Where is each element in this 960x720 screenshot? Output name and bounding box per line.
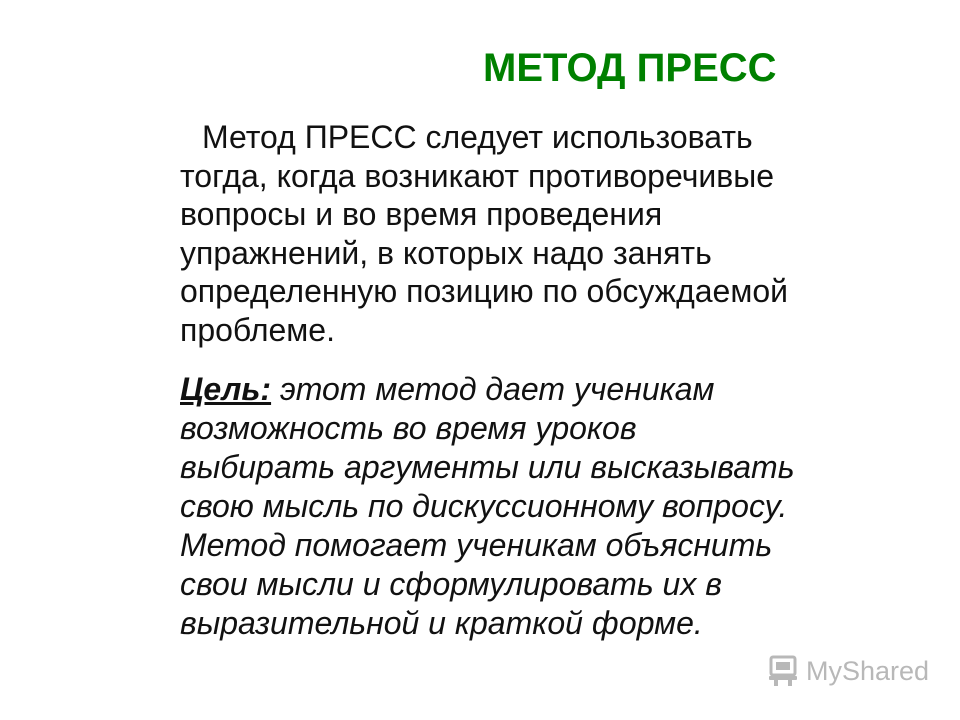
goal-label: Цель: (180, 371, 272, 407)
watermark-text: MyShared (806, 655, 930, 686)
description-line: Метод ПРЕСС следует использовать (202, 119, 753, 155)
myshared-logo-icon (766, 654, 800, 688)
goal-section (180, 370, 920, 643)
goal-line: выбирать аргументы или высказывать (180, 449, 795, 485)
goal-line: возможность во время уроков (180, 410, 637, 446)
goal-first-line-text: этот метод дает ученикам (271, 371, 715, 407)
description-line: тогда, когда возникают противоречивые (180, 157, 775, 194)
description-line: проблеме. (180, 311, 335, 348)
goal-first-line (180, 370, 920, 409)
method-description (180, 118, 920, 349)
description-line: определенную позицию по обсуждаемой (180, 273, 789, 309)
description-line: вопросы и во время проведения (180, 196, 663, 232)
goal-line: выразительной и краткой форме. (180, 605, 703, 641)
myshared-watermark[interactable] (766, 654, 929, 688)
slide-title: МЕТОД ПРЕСС (483, 46, 777, 90)
goal-line: свои мысли и сформулировать их в (180, 566, 722, 602)
description-line: упражнений, в которых надо занять (180, 234, 712, 271)
goal-line: свою мысль по дискуссионному вопросу. (180, 488, 788, 524)
goal-line: Метод помогает ученикам объяснить (180, 527, 773, 563)
